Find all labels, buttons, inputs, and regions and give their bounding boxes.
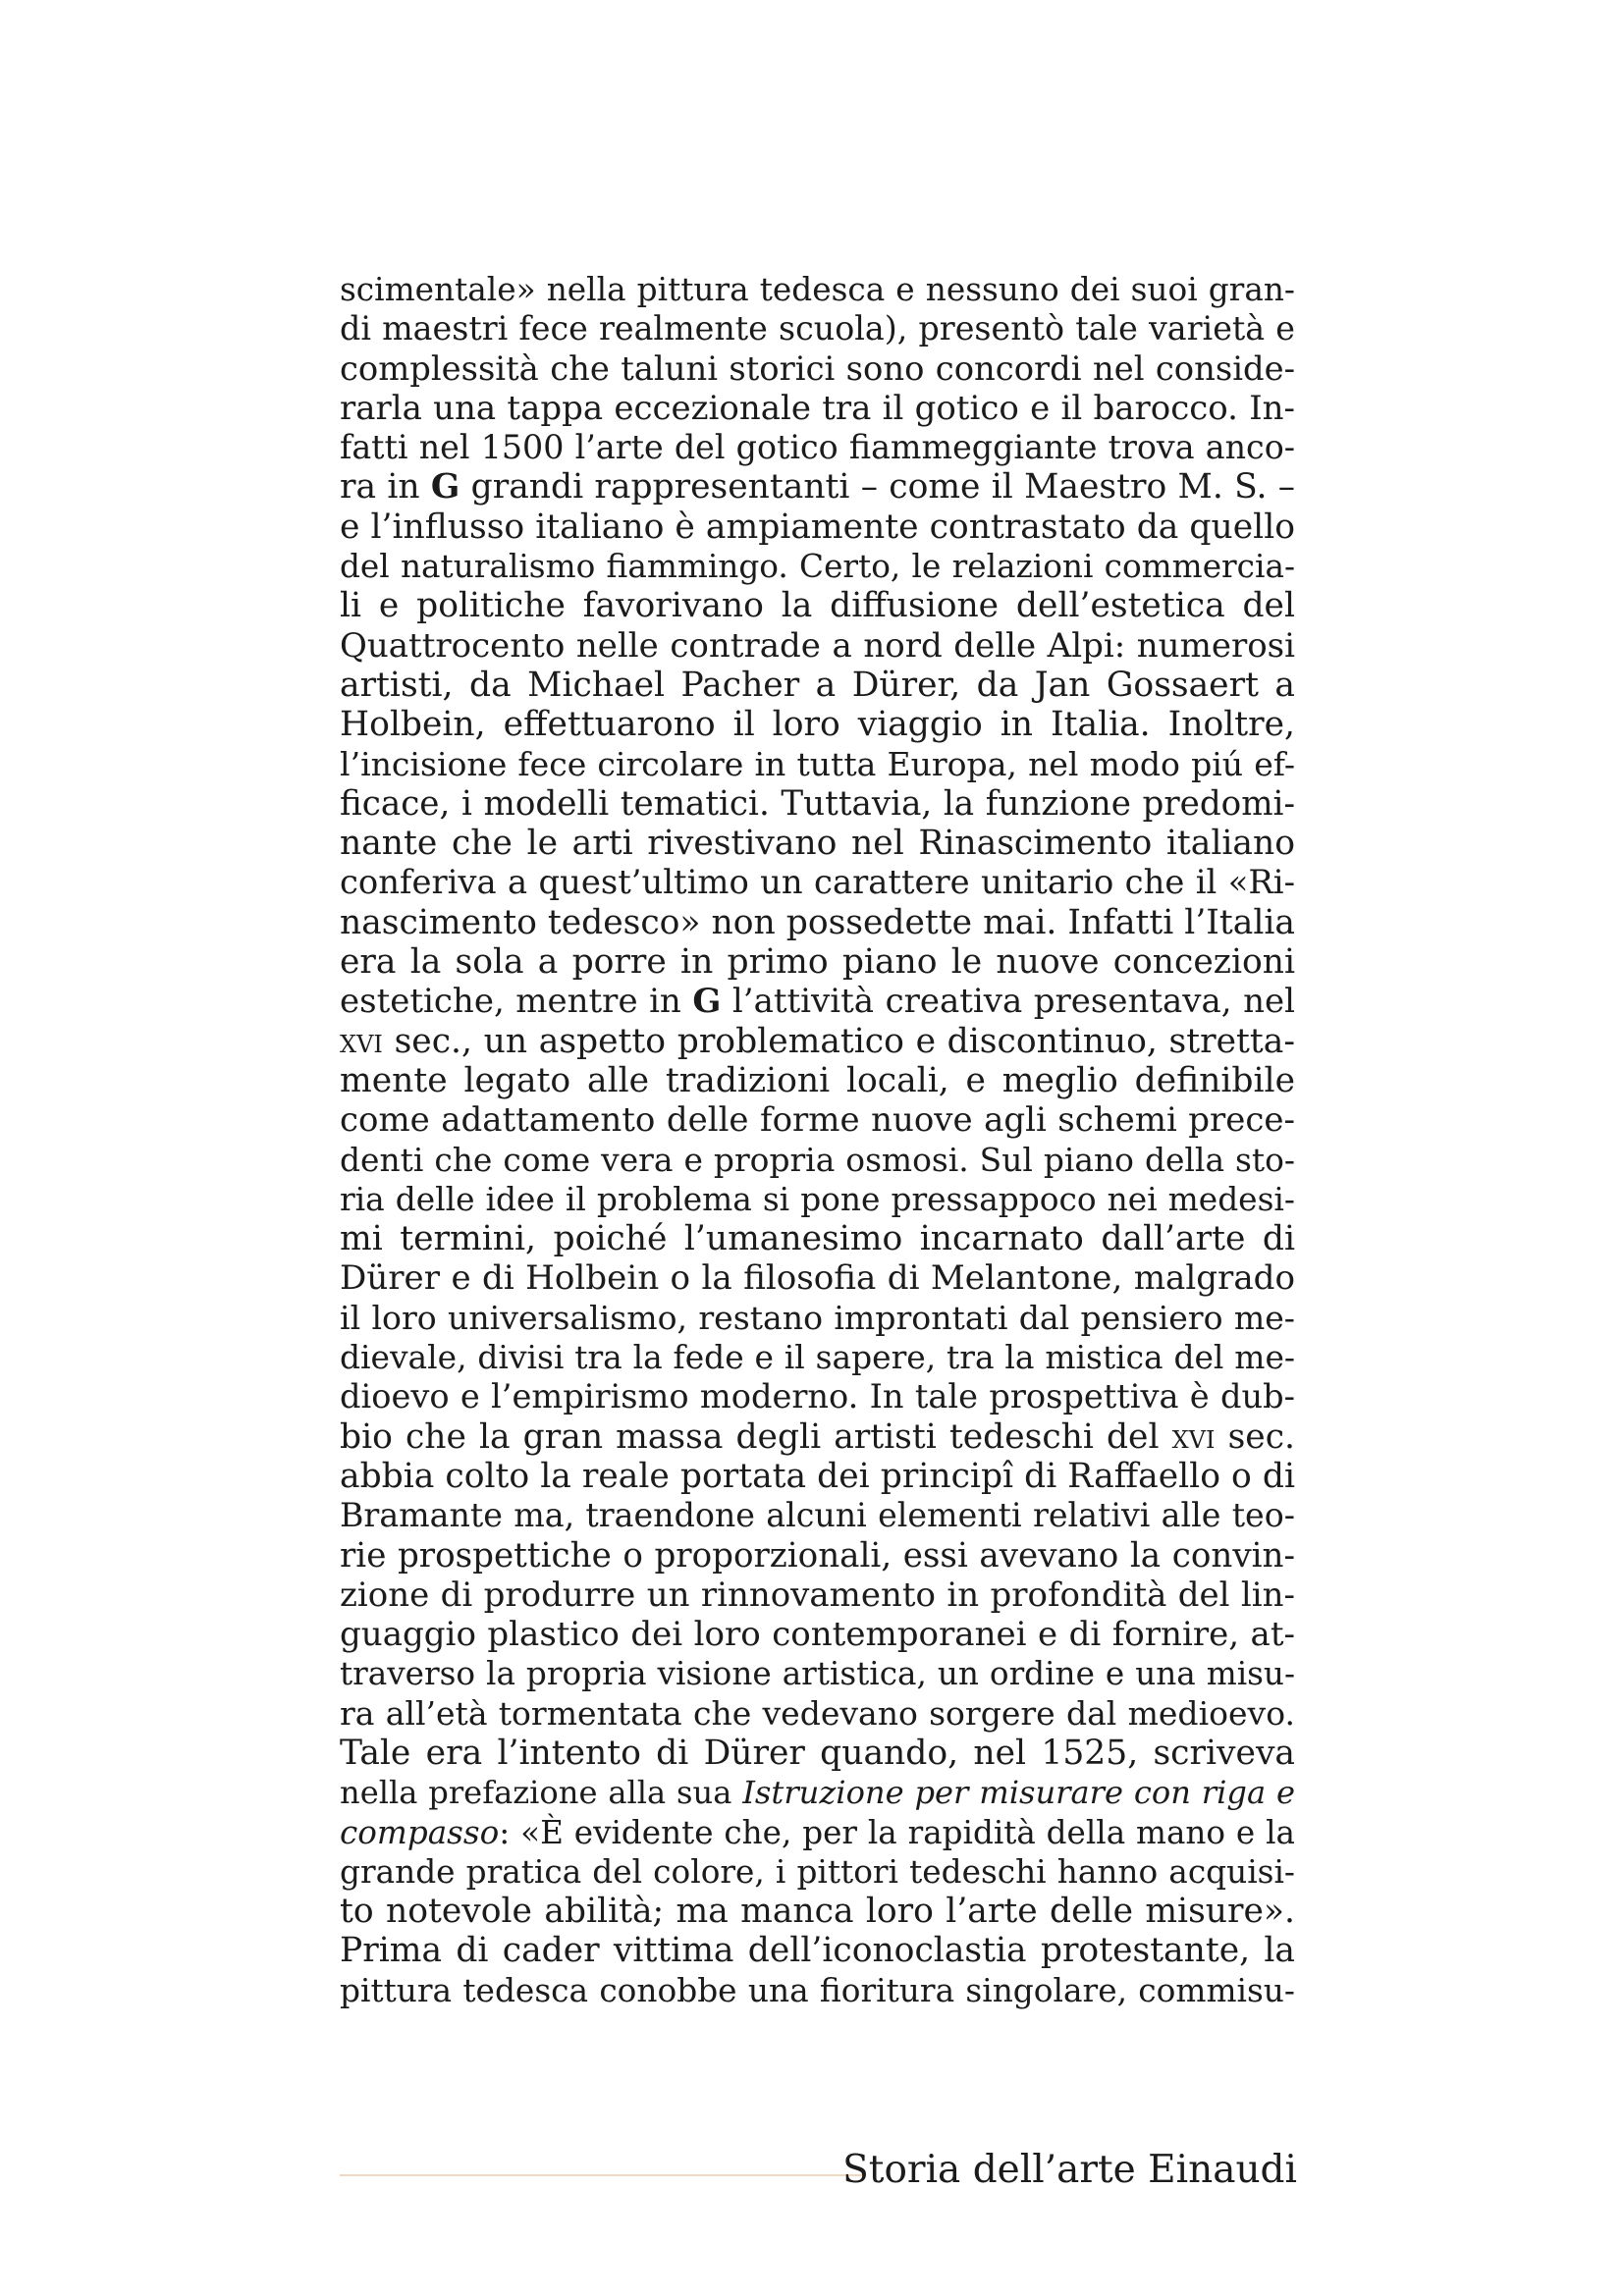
text-line: [340, 1417, 1295, 1457]
body-text: [340, 270, 1295, 2010]
year-1500: 1500: [480, 428, 565, 467]
text-line: era la sola a porre in primo piano le nuove concezioni: [340, 942, 1295, 983]
text-line: del naturalismo fiammingo. Certo, le relazioni commercia-: [340, 548, 1295, 586]
text-line: [340, 1022, 1295, 1061]
text-line: Dürer e di Holbein o la filosofia di Melantone, malgrado: [340, 1258, 1295, 1299]
text-line: nascimento tedesco» non possedette mai. Infatti l’Italia: [340, 902, 1295, 942]
footer-rule: [340, 2174, 862, 2176]
text-run: l’arte del gotico fiammeggiante trova anco-: [564, 428, 1295, 467]
text-run: sec.: [1215, 1416, 1295, 1457]
text-line: abbia colto la reale portata dei principî di Raffaello o di: [340, 1456, 1295, 1496]
text-run: fatti nel: [340, 428, 481, 467]
text-line: [340, 1773, 1295, 1812]
text-line: dievale, divisi tra la fede e il sapere, tra la mistica del me-: [340, 1338, 1295, 1377]
text-line: Holbein, effettuarono il loro viaggio in Italia. Inoltre,: [340, 705, 1295, 745]
year-1525: 1525: [1041, 1733, 1128, 1773]
century-numeral: xvi: [340, 1021, 383, 1061]
text-line: [340, 982, 1295, 1021]
text-run: , scriveva: [1127, 1733, 1295, 1773]
text-run: nella prefazione alla sua: [340, 1774, 743, 1812]
text-run: bio che la gran massa degli artisti tedeschi del: [340, 1416, 1172, 1457]
text-run: ra in: [340, 467, 431, 507]
text-run: Tale era l’intento di Dürer quando, nel: [340, 1733, 1042, 1773]
text-line: traverso la propria visione artistica, un ordine e una misu-: [340, 1655, 1295, 1693]
book-title: Istruzione per misurare con riga e: [742, 1774, 1295, 1812]
text-line: [340, 1734, 1295, 1773]
text-line: denti che come vera e propria osmosi. Sul piano della sto-: [340, 1140, 1295, 1179]
text-line: e l’influsso italiano è ampiamente contrastato da quello: [340, 507, 1295, 547]
text-line: mi termini, poiché l’umanesimo incarnato dall’arte di: [340, 1219, 1295, 1259]
text-line: Bramante ma, traendone alcuni elementi relativi alle teo-: [340, 1496, 1295, 1535]
text-line: complessità che taluni storici sono concordi nel conside-: [340, 348, 1295, 388]
footer-title: Storia dell’arte Einaudi: [842, 2148, 1297, 2192]
text-line: conferiva a quest’ultimo un carattere unitario che il «Ri-: [340, 863, 1295, 902]
text-run: : «È evidente che, per la rapidità della mano e la: [499, 1813, 1295, 1851]
book-title: compasso: [340, 1813, 500, 1851]
text-run: estetiche, mentre in: [340, 982, 693, 1022]
text-line: [340, 467, 1295, 507]
text-run: sec., un aspetto problematico e discontinuo, stretta-: [382, 1021, 1295, 1061]
text-line: come adattamento delle forme nuove agli schemi prece-: [340, 1100, 1295, 1141]
text-line: scimentale» nella pittura tedesca e nessuno dei suoi gran-: [340, 271, 1295, 308]
text-line: di maestri fece realmente scuola), presentò tale varietà e: [340, 309, 1295, 348]
text-line: mente legato alle tradizioni locali, e meglio definibile: [340, 1060, 1295, 1100]
text-line: zione di produrre un rinnovamento in profondità del lin-: [340, 1575, 1295, 1615]
text-line: artisti, da Michael Pacher a Dürer, da Jan Gossaert a: [340, 665, 1295, 705]
text-line: il loro universalismo, restano improntati dal pensiero me-: [340, 1298, 1295, 1337]
century-numeral: xvi: [1171, 1416, 1216, 1457]
text-line: Quattrocento nelle contrade a nord delle Alpi: numerosi: [340, 625, 1295, 666]
text-run: grandi rappresentanti – come il Maestro M. S. –: [460, 467, 1296, 507]
text-run: l’attività creativa presentava, nel: [721, 982, 1295, 1022]
text-line: [340, 428, 1295, 467]
text-line: guaggio plastico dei loro contemporanei e di fornire, at-: [340, 1615, 1295, 1655]
entry-abbreviation: G: [430, 467, 460, 507]
text-line: ficace, i modelli tematici. Tuttavia, la funzione predomi-: [340, 783, 1295, 824]
text-line: ria delle idee il problema si pone pressappoco nei medesi-: [340, 1180, 1295, 1218]
text-line: pittura tedesca conobbe una fioritura singolare, commisu-: [340, 1971, 1295, 2009]
text-line: ra all’età tormentata che vedevano sorgere dal medioevo.: [340, 1693, 1295, 1733]
text-line: Prima di cader vittima dell’iconoclastia protestante, la: [340, 1931, 1295, 1971]
text-line: [340, 1813, 1295, 1852]
entry-abbreviation: G: [692, 982, 722, 1022]
text-line: dioevo e l’empirismo moderno. In tale prospettiva è dub-: [340, 1377, 1295, 1416]
text-line: rie prospettiche o proporzionali, essi avevano la convin-: [340, 1535, 1295, 1575]
text-line: grande pratica del colore, i pittori tedeschi hanno acquisi-: [340, 1852, 1295, 1891]
text-line: to notevole abilità; ma manca loro l’arte delle misure».: [340, 1892, 1295, 1932]
text-line: rarla una tappa eccezionale tra il gotico e il barocco. In-: [340, 388, 1295, 428]
text-line: nante che le arti rivestivano nel Rinascimento italiano: [340, 824, 1295, 864]
text-line: li e politiche favorivano la diffusione dell’estetica del: [340, 586, 1295, 626]
text-line: l’incisione fece circolare in tutta Europa, nel modo piú ef-: [340, 744, 1295, 783]
